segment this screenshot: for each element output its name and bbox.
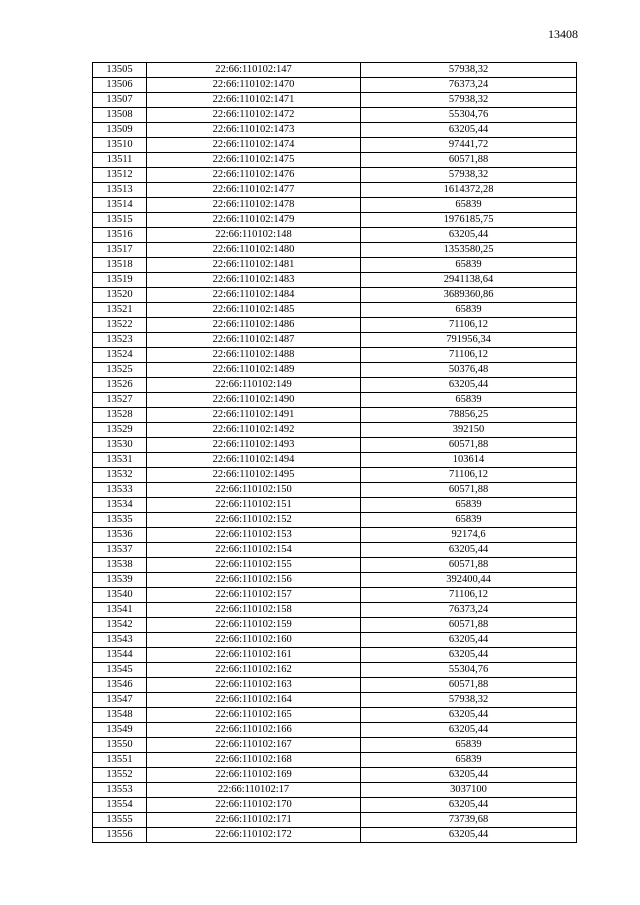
value-cell: 63205,44 xyxy=(361,543,577,558)
value-cell: 65839 xyxy=(361,738,577,753)
cadastral-number-cell: 22:66:110102:1495 xyxy=(147,468,361,483)
table-row xyxy=(93,348,577,363)
cadastral-number-cell: 22:66:110102:1475 xyxy=(147,153,361,168)
value-cell: 60571,88 xyxy=(361,438,577,453)
cadastral-number-cell: 22:66:110102:1484 xyxy=(147,288,361,303)
table-row xyxy=(93,108,577,123)
row-number-cell: 13522 xyxy=(93,318,147,333)
value-cell: 2941138,64 xyxy=(361,273,577,288)
table-row xyxy=(93,408,577,423)
cadastral-number-cell: 22:66:110102:166 xyxy=(147,723,361,738)
value-cell: 63205,44 xyxy=(361,708,577,723)
cadastral-number-cell: 22:66:110102:1471 xyxy=(147,93,361,108)
cadastral-number-cell: 22:66:110102:156 xyxy=(147,573,361,588)
table-row xyxy=(93,378,577,393)
value-cell: 60571,88 xyxy=(361,558,577,573)
value-cell: 60571,88 xyxy=(361,618,577,633)
row-number-cell: 13527 xyxy=(93,393,147,408)
table-row xyxy=(93,318,577,333)
table-row xyxy=(93,288,577,303)
cadastral-number-cell: 22:66:110102:160 xyxy=(147,633,361,648)
cadastral-number-cell: 22:66:110102:152 xyxy=(147,513,361,528)
value-cell: 60571,88 xyxy=(361,678,577,693)
cadastral-number-cell: 22:66:110102:147 xyxy=(147,63,361,78)
cadastral-number-cell: 22:66:110102:1493 xyxy=(147,438,361,453)
table-row xyxy=(93,213,577,228)
value-cell: 65839 xyxy=(361,513,577,528)
value-cell: 57938,32 xyxy=(361,93,577,108)
row-number-cell: 13520 xyxy=(93,288,147,303)
cadastral-number-cell: 22:66:110102:1488 xyxy=(147,348,361,363)
row-number-cell: 13540 xyxy=(93,588,147,603)
row-number-cell: 13510 xyxy=(93,138,147,153)
cadastral-number-cell: 22:66:110102:165 xyxy=(147,708,361,723)
table-row xyxy=(93,828,577,843)
table-row xyxy=(93,153,577,168)
row-number-cell: 13517 xyxy=(93,243,147,258)
value-cell: 73739,68 xyxy=(361,813,577,828)
value-cell: 65839 xyxy=(361,393,577,408)
row-number-cell: 13529 xyxy=(93,423,147,438)
row-number-cell: 13516 xyxy=(93,228,147,243)
row-number-cell: 13534 xyxy=(93,498,147,513)
value-cell: 50376,48 xyxy=(361,363,577,378)
value-cell: 1976185,75 xyxy=(361,213,577,228)
value-cell: 60571,88 xyxy=(361,483,577,498)
table-row xyxy=(93,663,577,678)
value-cell: 1614372,28 xyxy=(361,183,577,198)
cadastral-number-cell: 22:66:110102:1474 xyxy=(147,138,361,153)
cadastral-number-cell: 22:66:110102:171 xyxy=(147,813,361,828)
cadastral-number-cell: 22:66:110102:1485 xyxy=(147,303,361,318)
table-row xyxy=(93,708,577,723)
table-row xyxy=(93,438,577,453)
row-number-cell: 13545 xyxy=(93,663,147,678)
cadastral-number-cell: 22:66:110102:1490 xyxy=(147,393,361,408)
row-number-cell: 13519 xyxy=(93,273,147,288)
value-cell: 55304,76 xyxy=(361,108,577,123)
cadastral-number-cell: 22:66:110102:1477 xyxy=(147,183,361,198)
cadastral-number-cell: 22:66:110102:150 xyxy=(147,483,361,498)
table-row xyxy=(93,813,577,828)
table-row xyxy=(93,183,577,198)
value-cell: 60571,88 xyxy=(361,153,577,168)
table-row xyxy=(93,393,577,408)
table-row xyxy=(93,603,577,618)
row-number-cell: 13513 xyxy=(93,183,147,198)
table-row xyxy=(93,423,577,438)
table-row xyxy=(93,483,577,498)
cadastral-number-cell: 22:66:110102:1476 xyxy=(147,168,361,183)
table-row xyxy=(93,543,577,558)
value-cell: 65839 xyxy=(361,498,577,513)
cadastral-number-cell: 22:66:110102:153 xyxy=(147,528,361,543)
cadastral-number-cell: 22:66:110102:1494 xyxy=(147,453,361,468)
value-cell: 97441,72 xyxy=(361,138,577,153)
cadastral-number-cell: 22:66:110102:1486 xyxy=(147,318,361,333)
table-row xyxy=(93,468,577,483)
cadastral-number-cell: 22:66:110102:1480 xyxy=(147,243,361,258)
row-number-cell: 13524 xyxy=(93,348,147,363)
value-cell: 63205,44 xyxy=(361,633,577,648)
table-row xyxy=(93,723,577,738)
table-row xyxy=(93,783,577,798)
value-cell: 3689360,86 xyxy=(361,288,577,303)
row-number-cell: 13549 xyxy=(93,723,147,738)
row-number-cell: 13526 xyxy=(93,378,147,393)
value-cell: 103614 xyxy=(361,453,577,468)
cadastral-number-cell: 22:66:110102:155 xyxy=(147,558,361,573)
table-row xyxy=(93,753,577,768)
row-number-cell: 13547 xyxy=(93,693,147,708)
value-cell: 65839 xyxy=(361,303,577,318)
value-cell: 76373,24 xyxy=(361,78,577,93)
row-number-cell: 13538 xyxy=(93,558,147,573)
value-cell: 71106,12 xyxy=(361,468,577,483)
table-row xyxy=(93,798,577,813)
table-row xyxy=(93,453,577,468)
table-row xyxy=(93,123,577,138)
row-number-cell: 13528 xyxy=(93,408,147,423)
cadastral-number-cell: 22:66:110102:164 xyxy=(147,693,361,708)
value-cell: 63205,44 xyxy=(361,123,577,138)
row-number-cell: 13544 xyxy=(93,648,147,663)
row-number-cell: 13554 xyxy=(93,798,147,813)
cadastral-number-cell: 22:66:110102:148 xyxy=(147,228,361,243)
row-number-cell: 13530 xyxy=(93,438,147,453)
table-row xyxy=(93,498,577,513)
row-number-cell: 13508 xyxy=(93,108,147,123)
cadastral-number-cell: 22:66:110102:1478 xyxy=(147,198,361,213)
table-row xyxy=(93,138,577,153)
cadastral-number-cell: 22:66:110102:1472 xyxy=(147,108,361,123)
cadastral-number-cell: 22:66:110102:170 xyxy=(147,798,361,813)
table-row xyxy=(93,93,577,108)
value-cell: 63205,44 xyxy=(361,828,577,843)
data-table xyxy=(92,62,577,843)
value-cell: 65839 xyxy=(361,258,577,273)
cadastral-number-cell: 22:66:110102:1473 xyxy=(147,123,361,138)
value-cell: 57938,32 xyxy=(361,63,577,78)
cadastral-number-cell: 22:66:110102:158 xyxy=(147,603,361,618)
cadastral-number-cell: 22:66:110102:151 xyxy=(147,498,361,513)
cadastral-number-cell: 22:66:110102:154 xyxy=(147,543,361,558)
row-number-cell: 13511 xyxy=(93,153,147,168)
row-number-cell: 13539 xyxy=(93,573,147,588)
table-row xyxy=(93,618,577,633)
value-cell: 65839 xyxy=(361,198,577,213)
table-row xyxy=(93,693,577,708)
table-row xyxy=(93,588,577,603)
value-cell: 63205,44 xyxy=(361,768,577,783)
table-row xyxy=(93,168,577,183)
cadastral-number-cell: 22:66:110102:157 xyxy=(147,588,361,603)
table-row xyxy=(93,558,577,573)
table-row xyxy=(93,273,577,288)
value-cell: 57938,32 xyxy=(361,168,577,183)
cadastral-number-cell: 22:66:110102:17 xyxy=(147,783,361,798)
value-cell: 791956,34 xyxy=(361,333,577,348)
page-number: 13408 xyxy=(548,27,578,41)
table-row xyxy=(93,198,577,213)
value-cell: 76373,24 xyxy=(361,603,577,618)
table-row xyxy=(93,258,577,273)
value-cell: 71106,12 xyxy=(361,348,577,363)
cadastral-number-cell: 22:66:110102:1487 xyxy=(147,333,361,348)
row-number-cell: 13550 xyxy=(93,738,147,753)
table-row xyxy=(93,303,577,318)
cadastral-number-cell: 22:66:110102:1489 xyxy=(147,363,361,378)
row-number-cell: 13509 xyxy=(93,123,147,138)
cadastral-number-cell: 22:66:110102:1481 xyxy=(147,258,361,273)
table-row xyxy=(93,78,577,93)
row-number-cell: 13542 xyxy=(93,618,147,633)
table-row xyxy=(93,228,577,243)
cadastral-number-cell: 22:66:110102:169 xyxy=(147,768,361,783)
row-number-cell: 13543 xyxy=(93,633,147,648)
row-number-cell: 13518 xyxy=(93,258,147,273)
table-row xyxy=(93,573,577,588)
row-number-cell: 13533 xyxy=(93,483,147,498)
table-row xyxy=(93,738,577,753)
cadastral-number-cell: 22:66:110102:1492 xyxy=(147,423,361,438)
cadastral-number-cell: 22:66:110102:1479 xyxy=(147,213,361,228)
row-number-cell: 13553 xyxy=(93,783,147,798)
cadastral-number-cell: 22:66:110102:162 xyxy=(147,663,361,678)
value-cell: 71106,12 xyxy=(361,588,577,603)
row-number-cell: 13523 xyxy=(93,333,147,348)
cadastral-number-cell: 22:66:110102:149 xyxy=(147,378,361,393)
value-cell: 63205,44 xyxy=(361,378,577,393)
table-body xyxy=(93,63,577,843)
cadastral-number-cell: 22:66:110102:159 xyxy=(147,618,361,633)
cadastral-number-cell: 22:66:110102:163 xyxy=(147,678,361,693)
value-cell: 63205,44 xyxy=(361,723,577,738)
row-number-cell: 13537 xyxy=(93,543,147,558)
cadastral-number-cell: 22:66:110102:172 xyxy=(147,828,361,843)
row-number-cell: 13507 xyxy=(93,93,147,108)
cadastral-number-cell: 22:66:110102:161 xyxy=(147,648,361,663)
table-row xyxy=(93,768,577,783)
row-number-cell: 13506 xyxy=(93,78,147,93)
table-row xyxy=(93,363,577,378)
table-row xyxy=(93,633,577,648)
row-number-cell: 13551 xyxy=(93,753,147,768)
table-row xyxy=(93,243,577,258)
value-cell: 63205,44 xyxy=(361,798,577,813)
row-number-cell: 13556 xyxy=(93,828,147,843)
cadastral-number-cell: 22:66:110102:1470 xyxy=(147,78,361,93)
table-row xyxy=(93,678,577,693)
row-number-cell: 13546 xyxy=(93,678,147,693)
row-number-cell: 13535 xyxy=(93,513,147,528)
table-row xyxy=(93,528,577,543)
value-cell: 55304,76 xyxy=(361,663,577,678)
row-number-cell: 13541 xyxy=(93,603,147,618)
value-cell: 92174,6 xyxy=(361,528,577,543)
row-number-cell: 13525 xyxy=(93,363,147,378)
table-row xyxy=(93,648,577,663)
value-cell: 392400,44 xyxy=(361,573,577,588)
value-cell: 392150 xyxy=(361,423,577,438)
value-cell: 65839 xyxy=(361,753,577,768)
value-cell: 3037100 xyxy=(361,783,577,798)
value-cell: 63205,44 xyxy=(361,648,577,663)
value-cell: 78856,25 xyxy=(361,408,577,423)
cadastral-number-cell: 22:66:110102:167 xyxy=(147,738,361,753)
row-number-cell: 13514 xyxy=(93,198,147,213)
value-cell: 63205,44 xyxy=(361,228,577,243)
row-number-cell: 13536 xyxy=(93,528,147,543)
table-row xyxy=(93,513,577,528)
table-row xyxy=(93,333,577,348)
row-number-cell: 13521 xyxy=(93,303,147,318)
row-number-cell: 13548 xyxy=(93,708,147,723)
value-cell: 71106,12 xyxy=(361,318,577,333)
row-number-cell: 13555 xyxy=(93,813,147,828)
row-number-cell: 13512 xyxy=(93,168,147,183)
cadastral-number-cell: 22:66:110102:168 xyxy=(147,753,361,768)
value-cell: 1353580,25 xyxy=(361,243,577,258)
value-cell: 57938,32 xyxy=(361,693,577,708)
row-number-cell: 13552 xyxy=(93,768,147,783)
row-number-cell: 13531 xyxy=(93,453,147,468)
row-number-cell: 13532 xyxy=(93,468,147,483)
row-number-cell: 13505 xyxy=(93,63,147,78)
cadastral-number-cell: 22:66:110102:1483 xyxy=(147,273,361,288)
table-row xyxy=(93,63,577,78)
row-number-cell: 13515 xyxy=(93,213,147,228)
cadastral-number-cell: 22:66:110102:1491 xyxy=(147,408,361,423)
